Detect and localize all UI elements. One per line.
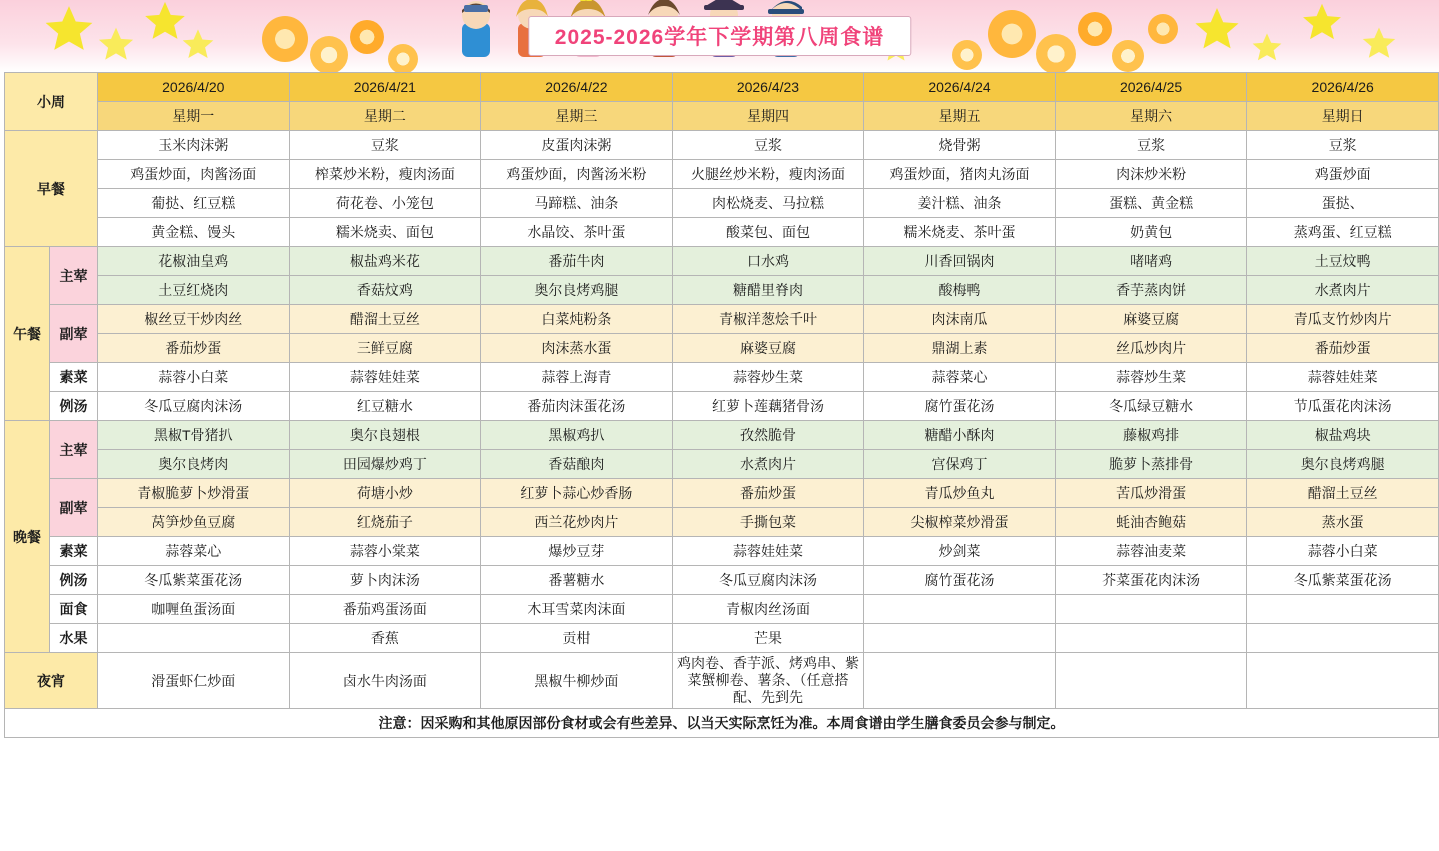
lunch-veg-cell: 蒜蓉上海青 <box>481 363 673 392</box>
lunch-main-cell: 水煮肉片 <box>1247 276 1439 305</box>
dinner-main-cell: 奥尔良烤肉 <box>98 450 290 479</box>
breakfast-cell: 肉松烧麦、马拉糕 <box>672 189 864 218</box>
header-weekday-1: 星期一 <box>98 102 290 131</box>
table-row <box>5 276 1439 305</box>
citrus-slice <box>1036 34 1076 72</box>
breakfast-cell: 奶黄包 <box>1055 218 1247 247</box>
citrus-slice <box>350 20 384 54</box>
dinner-noodle-cell: 青椒肉丝汤面 <box>672 595 864 624</box>
lunch-soup-cell: 冬瓜豆腐肉沫汤 <box>98 392 290 421</box>
lunch-side-cell: 青椒洋葱烩千叶 <box>672 305 864 334</box>
header-weekday-4: 星期四 <box>672 102 864 131</box>
table-row <box>5 653 1439 709</box>
lunch-main-cell: 啫啫鸡 <box>1055 247 1247 276</box>
citrus-slice <box>262 16 308 62</box>
table-row <box>5 73 1439 102</box>
lunch-veg-cell: 蒜蓉炒生菜 <box>1055 363 1247 392</box>
citrus-slice <box>1078 12 1112 46</box>
lunch-side-cell: 番茄炒蛋 <box>1247 334 1439 363</box>
section-label-supper: 夜宵 <box>5 653 98 709</box>
dinner-soup-cell: 冬瓜紫菜蛋花汤 <box>98 566 290 595</box>
dinner-main-cell: 藤椒鸡排 <box>1055 421 1247 450</box>
table-row <box>5 102 1439 131</box>
dinner-side-cell: 红烧茄子 <box>289 508 481 537</box>
header-weekday-6: 星期六 <box>1055 102 1247 131</box>
section-label-lunch: 午餐 <box>5 247 50 421</box>
lunch-veg-cell: 蒜蓉小白菜 <box>98 363 290 392</box>
dinner-veg-cell: 蒜蓉小棠菜 <box>289 537 481 566</box>
header-weekday-5: 星期五 <box>864 102 1056 131</box>
row-label-fruit: 水果 <box>50 624 98 653</box>
citrus-slice <box>310 36 348 72</box>
breakfast-cell: 烧骨粥 <box>864 131 1056 160</box>
dinner-main-cell: 脆萝卜蒸排骨 <box>1055 450 1247 479</box>
dinner-veg-cell: 蒜蓉菜心 <box>98 537 290 566</box>
dinner-soup-cell: 番薯糖水 <box>481 566 673 595</box>
section-label-dinner: 晚餐 <box>5 421 50 653</box>
dinner-side-cell: 青瓜炒鱼丸 <box>864 479 1056 508</box>
banner-title-box <box>528 16 911 56</box>
lunch-side-cell: 肉沫蒸水蛋 <box>481 334 673 363</box>
header-date-3: 2026/4/22 <box>481 73 673 102</box>
page-title: 2025-2026学年下学期第八周食谱 <box>554 26 885 49</box>
lunch-side-cell: 肉沫南瓜 <box>864 305 1056 334</box>
lunch-side-cell: 醋溜土豆丝 <box>289 305 481 334</box>
supper-cell <box>864 653 1056 709</box>
dinner-soup-cell: 芥菜蛋花肉沫汤 <box>1055 566 1247 595</box>
breakfast-cell: 豆浆 <box>1055 131 1247 160</box>
lunch-main-cell: 番茄牛肉 <box>481 247 673 276</box>
breakfast-cell: 水晶饺、茶叶蛋 <box>481 218 673 247</box>
dinner-fruit-cell <box>864 624 1056 653</box>
table-row <box>5 450 1439 479</box>
dinner-side-cell: 苦瓜炒滑蛋 <box>1055 479 1247 508</box>
weekly-menu-table <box>4 72 1439 738</box>
lunch-main-cell: 香菇炆鸡 <box>289 276 481 305</box>
lunch-veg-cell: 蒜蓉娃娃菜 <box>1247 363 1439 392</box>
lunch-veg-cell: 蒜蓉炒生菜 <box>672 363 864 392</box>
header-date-2: 2026/4/21 <box>289 73 481 102</box>
breakfast-cell: 鸡蛋炒面 <box>1247 160 1439 189</box>
dinner-veg-cell: 蒜蓉娃娃菜 <box>672 537 864 566</box>
dinner-main-cell: 孜然脆骨 <box>672 421 864 450</box>
dinner-soup-cell: 冬瓜紫菜蛋花汤 <box>1247 566 1439 595</box>
menu-note: 注意：因采购和其他原因部份食材或会有些差异、以当天实际烹饪为准。本周食谱由学生膳食委员会参与制定。 <box>5 709 1439 738</box>
breakfast-cell: 葡挞、红豆糕 <box>98 189 290 218</box>
header-date-4: 2026/4/23 <box>672 73 864 102</box>
breakfast-cell: 鸡蛋炒面，肉酱汤面 <box>98 160 290 189</box>
dinner-main-cell: 香菇酿肉 <box>481 450 673 479</box>
header-weekday-3: 星期三 <box>481 102 673 131</box>
lunch-side-cell: 丝瓜炒肉片 <box>1055 334 1247 363</box>
table-row <box>5 247 1439 276</box>
lunch-main-cell: 香芋蒸肉饼 <box>1055 276 1247 305</box>
dinner-main-cell: 奥尔良翅根 <box>289 421 481 450</box>
header-weekday-7: 星期日 <box>1247 102 1439 131</box>
dinner-side-cell: 蒸水蛋 <box>1247 508 1439 537</box>
table-row <box>5 334 1439 363</box>
breakfast-cell: 酸菜包、面包 <box>672 218 864 247</box>
dinner-noodle-cell: 番茄鸡蛋汤面 <box>289 595 481 624</box>
dinner-side-cell: 红萝卜蒜心炒香肠 <box>481 479 673 508</box>
dinner-side-cell: 番茄炒蛋 <box>672 479 864 508</box>
section-label-breakfast: 早餐 <box>5 131 98 247</box>
citrus-slice <box>1148 14 1178 44</box>
row-label-veg: 素菜 <box>50 363 98 392</box>
dinner-noodle-cell: 咖喱鱼蛋汤面 <box>98 595 290 624</box>
lunch-side-cell: 鼎湖上素 <box>864 334 1056 363</box>
breakfast-cell: 蒸鸡蛋、红豆糕 <box>1247 218 1439 247</box>
dinner-soup-cell: 冬瓜豆腐肉沫汤 <box>672 566 864 595</box>
lunch-side-cell: 椒丝豆干炒肉丝 <box>98 305 290 334</box>
breakfast-cell: 荷花卷、小笼包 <box>289 189 481 218</box>
dinner-noodle-cell <box>1055 595 1247 624</box>
lunch-main-cell: 土豆炆鸭 <box>1247 247 1439 276</box>
breakfast-cell: 玉米肉沫粥 <box>98 131 290 160</box>
dinner-main-cell: 糖醋小酥肉 <box>864 421 1056 450</box>
corner-label: 小周 <box>5 73 98 131</box>
lunch-soup-cell: 腐竹蛋花汤 <box>864 392 1056 421</box>
dinner-main-cell: 宫保鸡丁 <box>864 450 1056 479</box>
dinner-fruit-cell: 芒果 <box>672 624 864 653</box>
dinner-veg-cell: 爆炒豆芽 <box>481 537 673 566</box>
table-row <box>5 421 1439 450</box>
dinner-soup-cell: 萝卜肉沫汤 <box>289 566 481 595</box>
breakfast-cell: 蛋糕、黄金糕 <box>1055 189 1247 218</box>
lunch-side-cell: 番茄炒蛋 <box>98 334 290 363</box>
breakfast-cell: 糯米烧麦、茶叶蛋 <box>864 218 1056 247</box>
lunch-veg-cell: 蒜蓉娃娃菜 <box>289 363 481 392</box>
dinner-soup-cell: 腐竹蛋花汤 <box>864 566 1056 595</box>
header-date-5: 2026/4/24 <box>864 73 1056 102</box>
row-label-noodle: 面食 <box>50 595 98 624</box>
header-date-1: 2026/4/20 <box>98 73 290 102</box>
dinner-fruit-cell: 香蕉 <box>289 624 481 653</box>
table-row <box>5 189 1439 218</box>
breakfast-cell: 马蹄糕、油条 <box>481 189 673 218</box>
banner <box>0 0 1439 72</box>
lunch-main-cell: 奥尔良烤鸡腿 <box>481 276 673 305</box>
lunch-main-cell: 土豆红烧肉 <box>98 276 290 305</box>
row-label-main-dish: 主荤 <box>50 421 98 479</box>
dinner-noodle-cell: 木耳雪菜肉沫面 <box>481 595 673 624</box>
dinner-side-cell: 西兰花炒肉片 <box>481 508 673 537</box>
supper-cell: 鸡肉卷、香芋派、烤鸡串、紫菜蟹柳卷、薯条、（任意搭配、先到先 <box>672 653 864 709</box>
row-label-side-dish: 副荤 <box>50 305 98 363</box>
dinner-veg-cell: 蒜蓉小白菜 <box>1247 537 1439 566</box>
table-row <box>5 479 1439 508</box>
lunch-soup-cell: 节瓜蛋花肉沫汤 <box>1247 392 1439 421</box>
table-row <box>5 160 1439 189</box>
dinner-main-cell: 奥尔良烤鸡腿 <box>1247 450 1439 479</box>
dinner-side-cell: 蚝油杏鲍菇 <box>1055 508 1247 537</box>
dinner-main-cell: 黑椒T骨猪扒 <box>98 421 290 450</box>
breakfast-cell: 姜汁糕、油条 <box>864 189 1056 218</box>
citrus-slice <box>1112 40 1144 72</box>
supper-cell: 滑蛋虾仁炒面 <box>98 653 290 709</box>
row-label-soup: 例汤 <box>50 566 98 595</box>
row-label-side-dish: 副荤 <box>50 479 98 537</box>
lunch-side-cell: 三鲜豆腐 <box>289 334 481 363</box>
row-label-soup: 例汤 <box>50 392 98 421</box>
breakfast-cell: 皮蛋肉沫粥 <box>481 131 673 160</box>
lunch-main-cell: 糖醋里脊肉 <box>672 276 864 305</box>
supper-cell: 黑椒牛柳炒面 <box>481 653 673 709</box>
lunch-main-cell: 酸梅鸭 <box>864 276 1056 305</box>
dinner-main-cell: 椒盐鸡块 <box>1247 421 1439 450</box>
table-row <box>5 624 1439 653</box>
menu-table-wrap <box>0 72 1439 738</box>
lunch-soup-cell: 红萝卜莲藕猪骨汤 <box>672 392 864 421</box>
lunch-main-cell: 椒盐鸡米花 <box>289 247 481 276</box>
dinner-main-cell: 水煮肉片 <box>672 450 864 479</box>
dinner-fruit-cell <box>1055 624 1247 653</box>
citrus-slice <box>952 40 982 70</box>
table-row <box>5 537 1439 566</box>
dinner-fruit-cell: 贡柑 <box>481 624 673 653</box>
dinner-noodle-cell <box>1247 595 1439 624</box>
header-date-7: 2026/4/26 <box>1247 73 1439 102</box>
table-row <box>5 131 1439 160</box>
table-row <box>5 595 1439 624</box>
lunch-veg-cell: 蒜蓉菜心 <box>864 363 1056 392</box>
citrus-slice <box>388 44 418 72</box>
row-label-main-dish: 主荤 <box>50 247 98 305</box>
dinner-side-cell: 尖椒榨菜炒滑蛋 <box>864 508 1056 537</box>
citrus-slice <box>988 10 1036 58</box>
breakfast-cell: 豆浆 <box>672 131 864 160</box>
dinner-side-cell: 青椒脆萝卜炒滑蛋 <box>98 479 290 508</box>
menu-table-body <box>5 73 1439 738</box>
dinner-side-cell: 荷塘小炒 <box>289 479 481 508</box>
table-row <box>5 392 1439 421</box>
note-row <box>5 709 1439 738</box>
breakfast-cell: 豆浆 <box>289 131 481 160</box>
lunch-main-cell: 花椒油皇鸡 <box>98 247 290 276</box>
supper-cell: 卤水牛肉汤面 <box>289 653 481 709</box>
dinner-main-cell: 田园爆炒鸡丁 <box>289 450 481 479</box>
breakfast-cell: 鸡蛋炒面，猪肉丸汤面 <box>864 160 1056 189</box>
dinner-veg-cell: 蒜蓉油麦菜 <box>1055 537 1247 566</box>
dinner-side-cell: 醋溜土豆丝 <box>1247 479 1439 508</box>
breakfast-cell: 榨菜炒米粉，瘦肉汤面 <box>289 160 481 189</box>
breakfast-cell: 鸡蛋炒面，肉酱汤米粉 <box>481 160 673 189</box>
lunch-soup-cell: 冬瓜绿豆糖水 <box>1055 392 1247 421</box>
breakfast-cell: 豆浆 <box>1247 131 1439 160</box>
table-row <box>5 566 1439 595</box>
supper-cell <box>1247 653 1439 709</box>
lunch-main-cell: 口水鸡 <box>672 247 864 276</box>
lunch-main-cell: 川香回锅肉 <box>864 247 1056 276</box>
lunch-side-cell: 青瓜支竹炒肉片 <box>1247 305 1439 334</box>
dinner-fruit-cell <box>1247 624 1439 653</box>
table-row <box>5 508 1439 537</box>
lunch-side-cell: 麻婆豆腐 <box>672 334 864 363</box>
dinner-noodle-cell <box>864 595 1056 624</box>
lunch-soup-cell: 红豆糖水 <box>289 392 481 421</box>
lunch-soup-cell: 番茄肉沫蛋花汤 <box>481 392 673 421</box>
dinner-veg-cell: 炒剑菜 <box>864 537 1056 566</box>
breakfast-cell: 火腿丝炒米粉，瘦肉汤面 <box>672 160 864 189</box>
dinner-side-cell: 手撕包菜 <box>672 508 864 537</box>
dinner-side-cell: 莴笋炒鱼豆腐 <box>98 508 290 537</box>
row-label-veg: 素菜 <box>50 537 98 566</box>
table-row <box>5 305 1439 334</box>
supper-cell <box>1055 653 1247 709</box>
breakfast-cell: 肉沫炒米粉 <box>1055 160 1247 189</box>
breakfast-cell: 黄金糕、馒头 <box>98 218 290 247</box>
dinner-main-cell: 黑椒鸡扒 <box>481 421 673 450</box>
table-row <box>5 218 1439 247</box>
child-illustration <box>452 0 500 64</box>
breakfast-cell: 糯米烧卖、面包 <box>289 218 481 247</box>
lunch-side-cell: 白菜炖粉条 <box>481 305 673 334</box>
lunch-side-cell: 麻婆豆腐 <box>1055 305 1247 334</box>
header-date-6: 2026/4/25 <box>1055 73 1247 102</box>
table-row <box>5 363 1439 392</box>
dinner-fruit-cell <box>98 624 290 653</box>
breakfast-cell: 蛋挞、 <box>1247 189 1439 218</box>
header-weekday-2: 星期二 <box>289 102 481 131</box>
